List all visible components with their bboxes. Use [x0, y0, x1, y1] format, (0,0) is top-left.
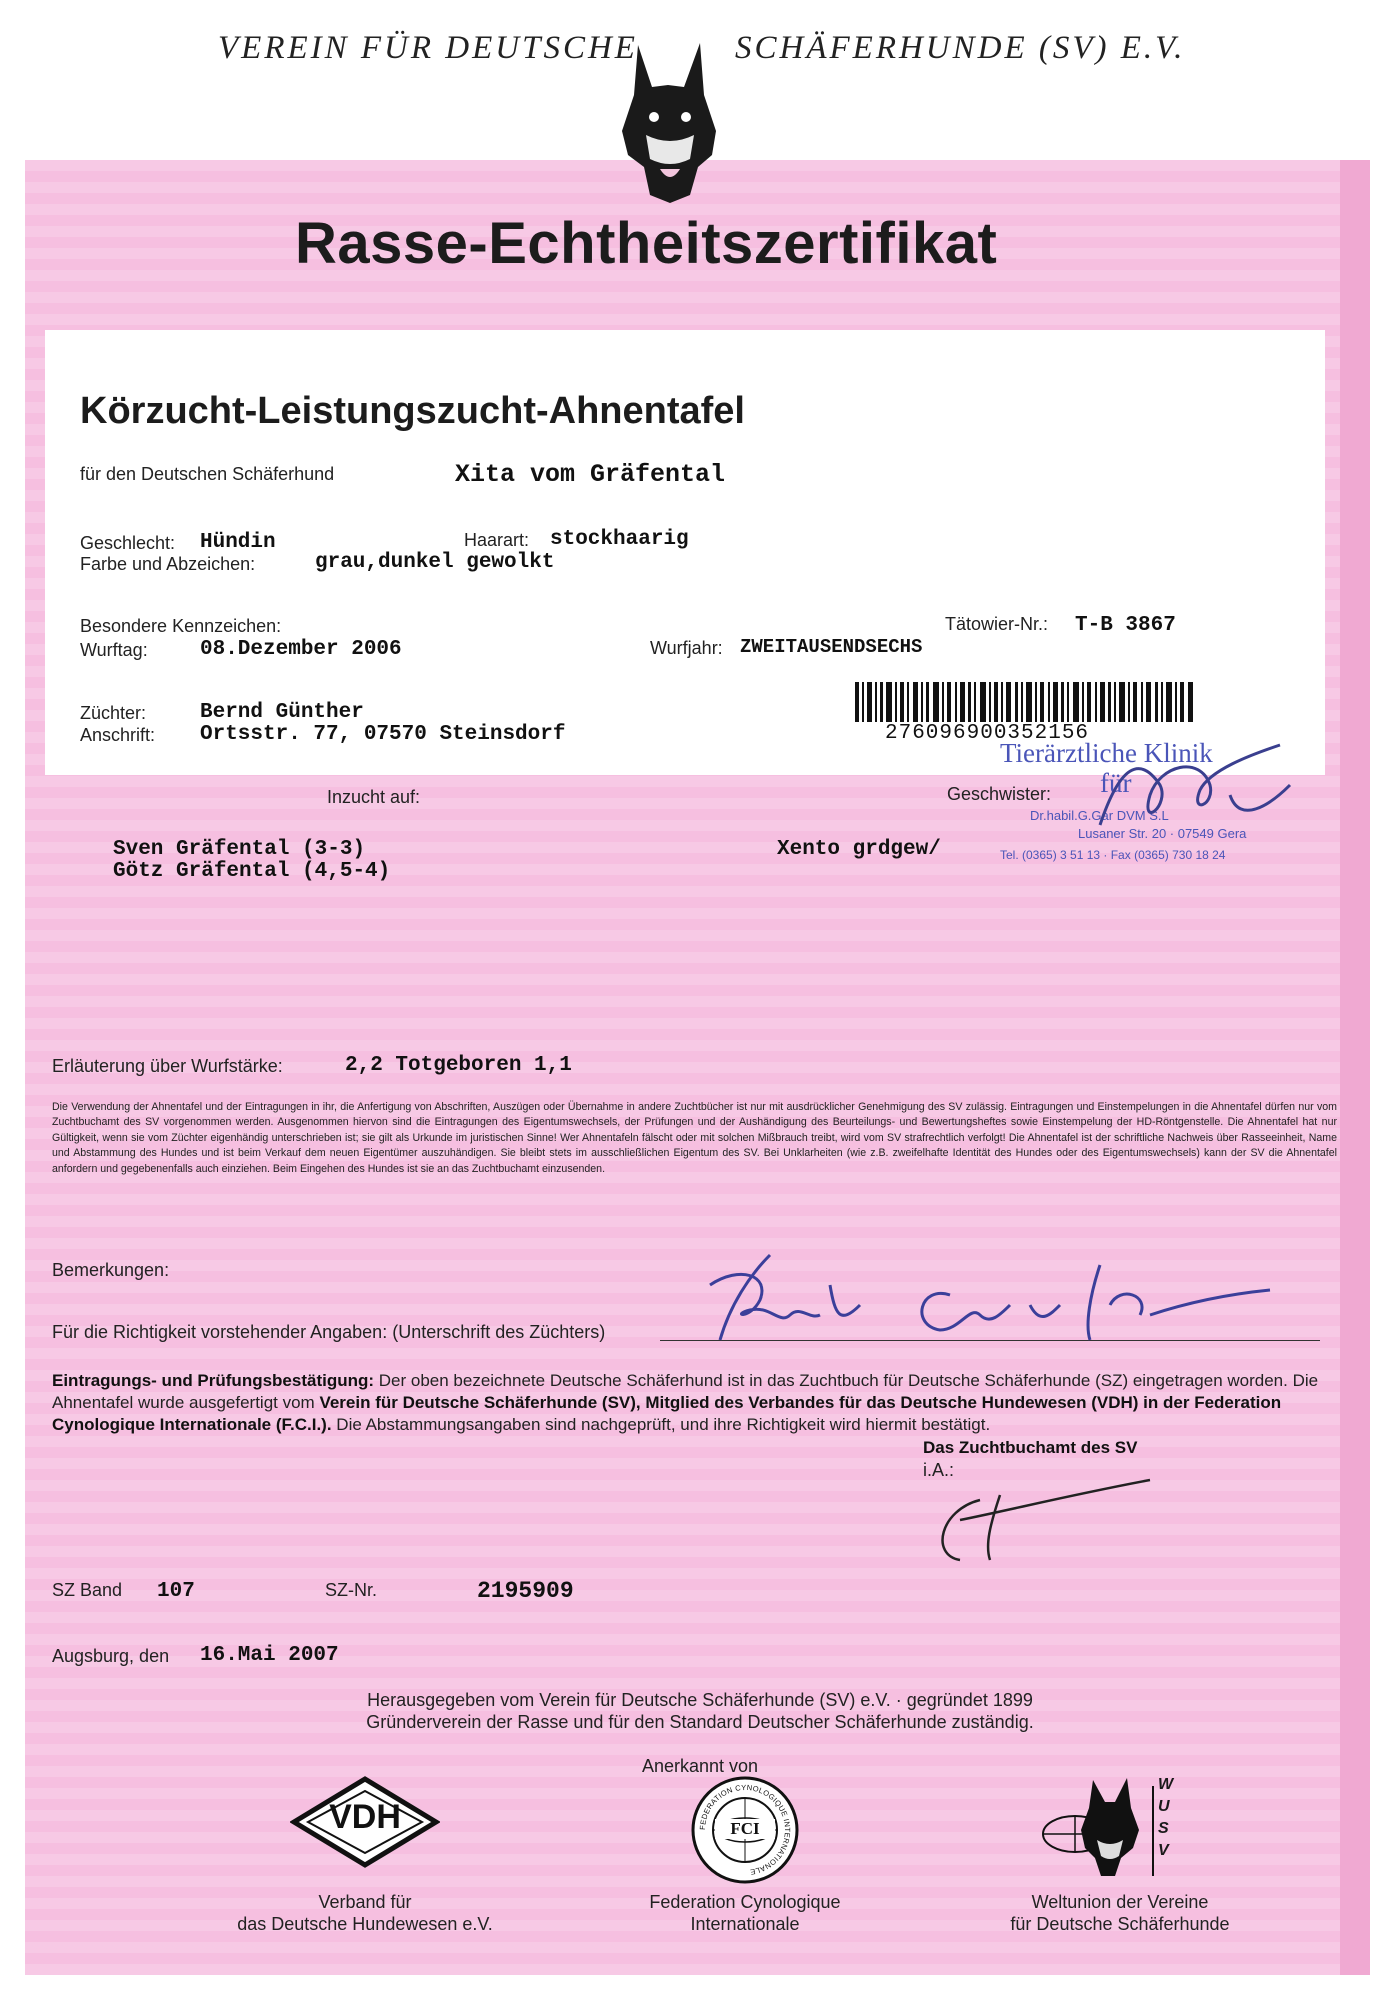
- place-date-value: 16.Mai 2007: [200, 1644, 339, 1667]
- sex-label: Geschlecht:: [80, 533, 176, 553]
- year-value: ZWEITAUSENDSECHS: [740, 636, 923, 658]
- coat-value: stockhaarig: [550, 528, 689, 551]
- shepherd-dog-logo-icon: [600, 35, 740, 205]
- confirmation-text-1: Der oben bezeichnete Deutsche Schäferhund ist in das Zuchtbuch für Deutsche Schäferhunde (SZ) eingetragen worden. Die Ahnentafel wurde ausgefertigt vom: [52, 1371, 1319, 1412]
- header-right: SCHÄFERHUNDE (SV) E.V.: [735, 30, 1186, 66]
- fci-logo-text: FCI: [715, 1819, 775, 1839]
- inzucht-label: Inzucht auf:: [327, 787, 421, 807]
- for-label: für den Deutschen Schäferhund: [80, 464, 335, 484]
- stamp-line1: Tierärztliche Klinik: [1000, 738, 1213, 768]
- birth-value: 08.Dezember 2006: [200, 638, 402, 661]
- stamp-line5: Tel. (0365) 3 51 13 · Fax (0365) 730 18 24: [1000, 848, 1226, 862]
- publisher-line1: Herausgegeben vom Verein für Deutsche Schäferhunde (SV) e.V. · gegründet 1899: [367, 1690, 1033, 1710]
- pedigree-subtitle: Körzucht-Leistungszucht-Ahnentafel: [80, 390, 745, 432]
- publisher-line2: Gründerverein der Rasse und für den Standard Deutscher Schäferhunde zuständig.: [366, 1712, 1034, 1732]
- vdh-caption-1: Verband für: [318, 1892, 412, 1912]
- legal-notice: Die Verwendung der Ahnentafel und der Eintragungen in ihr, die Anfertigung von Abschriften, Auszügen oder Übernahme in andere Zuchtbücher ist nur mit ausdrücklicher Genehmigung des SV zulässig. Eintragungen und Einstempelungen in die Ahnentafel dürfen nur vom Zuchtbuchamt des SV vorgenommen werden. Ausgenommen hiervon sind die Eintragungen des Eigentumswechsels, der Prüfungen und der Aushändigung des Beurteilungs- und Bewertungsheftes sowie Einstempelung der HD-Röntgenstelle. Die Ahnentafel hat nur Gültigkeit, wenn sie vom Züchter eigenhändig unterschrieben ist; sie gilt als Urkunde im juristischen Sinne! Wer Ahnentafeln fälscht oder mit solchen Mißbrauch treibt, wird vom SV strafrechtlich verfolgt! Die Ahnentafel ist der schriftliche Nachweis über Rasseeinheit, Name und Abstammung des Hundes und ist beim Verkauf dem neuen Eigentümer auszuhändigen. Sie bleibt stets im ausschließlichen Eigentum des SV. Bei Unklarheiten (wie z.B. zweifelhafte Identität des Hundes oder des Eigentumswechsels) kann der SV die Ahnentafel anfordern und gegebenenfalls auch einziehen. Beim Eingehen des Hundes ist sie an das Zuchtbuchamt einzusenden.: [52, 1101, 1337, 1175]
- pink-edge: [1340, 160, 1370, 1975]
- sz-nr-value: 2195909: [477, 1578, 574, 1604]
- office-signature-icon: [920, 1465, 1180, 1575]
- year-label: Wurfjahr:: [650, 638, 723, 658]
- breeder-label: Züchter:: [80, 703, 147, 723]
- office-title: Das Zuchtbuchamt des SV: [923, 1438, 1138, 1457]
- birth-label: Wurftag:: [80, 640, 148, 660]
- sex-value: Hündin: [200, 531, 276, 554]
- litter-label: Erläuterung über Wurfstärke:: [52, 1056, 283, 1076]
- barcode-icon: [855, 682, 1195, 722]
- remarks-label: Bemerkungen:: [52, 1260, 170, 1280]
- stamp-line3: Dr.habil.G.Gar DVM S.L: [1030, 808, 1169, 823]
- place-date-label: Augsburg, den: [52, 1646, 170, 1666]
- sz-band-label: SZ Band: [52, 1580, 123, 1600]
- color-value: grau,dunkel gewolkt: [315, 551, 555, 574]
- wusv-letter-s: S: [1158, 1820, 1169, 1837]
- breeder-value: Bernd Günther: [200, 701, 364, 724]
- vet-signature-icon: [1080, 735, 1310, 855]
- wusv-letter-w: W: [1158, 1776, 1174, 1793]
- inzucht-line2: Götz Gräfental (4,5-4): [113, 860, 391, 883]
- fci-caption-2: Internationale: [690, 1914, 800, 1934]
- marks-label: Besondere Kennzeichen:: [80, 616, 282, 636]
- confirmation-bold-2: Verein für Deutsche Schäferhunde (SV), Mitglied des Verbandes für das Deutsche Hundewesen (VDH) in der Federation Cynologique Internationale (F.C.I.).: [52, 1393, 1282, 1434]
- confirmation-bold-1: Eintragungs- und Prüfungsbestätigung:: [52, 1371, 375, 1390]
- fci-ring-text: FEDERATION CYNOLOGIQUE INTERNATIONALE: [697, 1782, 793, 1877]
- wusv-letter-u: U: [1158, 1798, 1170, 1815]
- barcode-number: 276096900352156: [885, 722, 1090, 745]
- address-label: Anschrift:: [80, 725, 156, 745]
- dog-name: Xita vom Gräfental: [455, 460, 726, 489]
- confirmation-text-2: Die Abstammungsangaben sind nachgeprüft, und ihre Richtigkeit wird hiermit bestätigt.: [331, 1415, 991, 1434]
- recognized-label: Anerkannt von: [641, 1756, 759, 1776]
- stamp-line2: für: [1100, 768, 1132, 798]
- siblings-label: Geschwister:: [947, 784, 1052, 804]
- color-label: Farbe und Abzeichen:: [80, 554, 256, 574]
- breeder-signature-label: Für die Richtigkeit vorstehender Angaben: (Unterschrift des Züchters): [52, 1322, 606, 1342]
- vdh-caption-2: das Deutsche Hundewesen e.V.: [237, 1914, 493, 1934]
- wusv-caption-1: Weltunion der Vereine: [1031, 1892, 1209, 1912]
- certificate-title: Rasse-Echtheitszertifikat: [295, 211, 998, 276]
- wusv-caption-2: für Deutsche Schäferhunde: [1010, 1914, 1230, 1934]
- fci-caption-1: Federation Cynologique: [649, 1892, 841, 1912]
- confirmation-text: [52, 1370, 1342, 1436]
- inzucht-line1: Sven Gräfental (3-3): [113, 838, 366, 861]
- office-ia: i.A.:: [923, 1460, 955, 1480]
- vdh-logo-text: VDH: [329, 1798, 401, 1836]
- siblings-value: Xento grdgew/: [777, 838, 941, 861]
- tattoo-value: T-B 3867: [1075, 614, 1176, 637]
- header-left: VEREIN FÜR DEUTSCHE: [218, 30, 638, 66]
- stamp-line4: Lusaner Str. 20 · 07549 Gera: [1078, 826, 1247, 841]
- address-value: Ortsstr. 77, 07570 Steinsdorf: [200, 723, 566, 746]
- sz-band-value: 107: [157, 1580, 195, 1603]
- wusv-letter-v: V: [1158, 1842, 1169, 1859]
- coat-label: Haarart:: [464, 530, 530, 550]
- tattoo-label: Tätowier-Nr.:: [945, 614, 1049, 634]
- litter-value: 2,2 Totgeboren 1,1: [345, 1054, 572, 1077]
- sz-nr-label: SZ-Nr.: [325, 1580, 377, 1600]
- breeder-signature-icon: [690, 1245, 1290, 1350]
